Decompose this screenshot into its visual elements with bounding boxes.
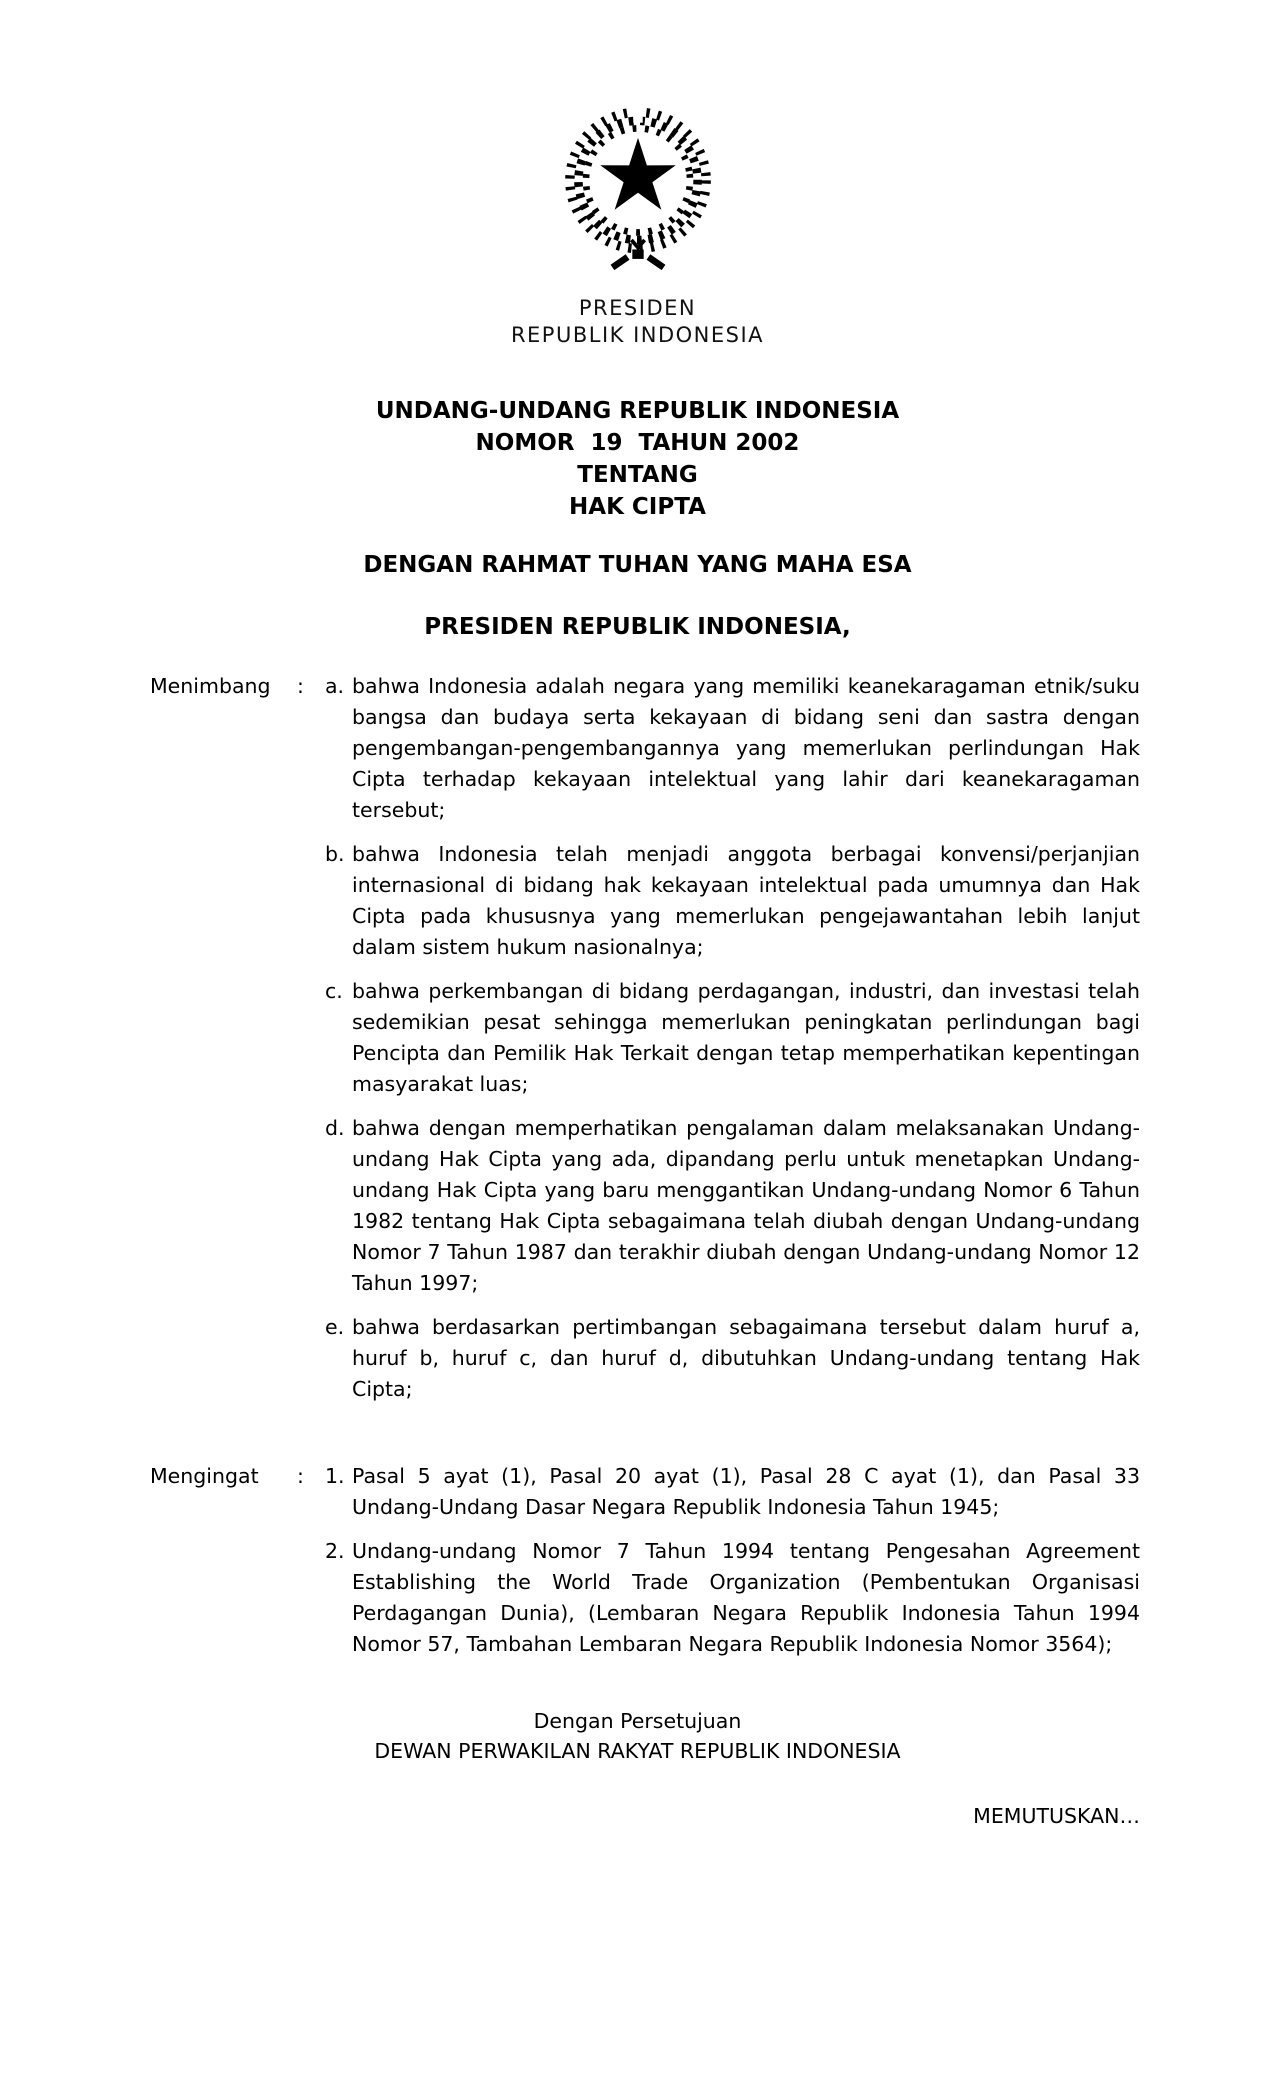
item-marker: b. [325,842,345,866]
approval-line2: DEWAN PERWAKILAN RAKYAT REPUBLIK INDONESIA [374,1739,901,1763]
item-marker: c. [325,979,343,1003]
considering-item-c [325,976,1140,1100]
considering-item-a [325,671,1140,826]
item-marker: d. [325,1116,345,1140]
approval-line1: Dengan Persetujuan [533,1709,742,1733]
recalling-items [325,1461,1140,1660]
law-title-subject: HAK CIPTA [569,494,706,520]
wreath-star-seal-icon [553,100,723,275]
item-text: bahwa Indonesia adalah negara yang memiliki keanekaragaman etnik/suku bangsa dan budaya serta kekayaan di bidang seni dan sastra dengan pengembangan-pengembangannya yang memerlukan perlindungan Hak Cipta terhadap kekayaan intelektual yang lahir dari keanekaragaman tersebut; [352,674,1140,822]
item-text: Undang-undang Nomor 7 Tahun 1994 tentang Pengesahan Agreement Establishing the World Trade Organization (Pembentukan Organisasi Perdagangan Dunia), (Lembaran Negara Republik Indonesia Tahun 1994 Nomor 57, Tambahan Lembaran Negara Republik Indonesia Nomor 3564); [352,1539,1140,1656]
considering-section [150,671,1140,1405]
letterhead-line2: REPUBLIK INDONESIA [510,323,765,347]
letterhead-line1: PRESIDEN [578,296,697,320]
item-text: bahwa berdasarkan pertimbangan sebagaimana tersebut dalam huruf a, huruf b, huruf c, dan huruf d, dibutuhkan Undang-undang tentang Hak Cipta; [352,1315,1140,1401]
considering-colon: : [297,674,304,698]
decision-catchword: MEMUTUSKAN… [973,1804,1140,1828]
item-text: Pasal 5 ayat (1), Pasal 20 ayat (1), Pasal 28 C ayat (1), dan Pasal 33 Undang-Undang Dasar Negara Republik Indonesia Tahun 1945; [352,1464,1140,1519]
item-marker: a. [325,674,345,698]
recalling-item-1 [325,1461,1140,1523]
presidential-seal [553,100,723,275]
law-title-line1: UNDANG-UNDANG REPUBLIK INDONESIA [375,398,900,424]
recalling-label: Mengingat [150,1464,259,1488]
considering-items [325,671,1140,1405]
approval-block [0,1706,1275,1766]
considering-item-e [325,1312,1140,1405]
letterhead [0,295,1275,349]
item-text: bahwa Indonesia telah menjadi anggota berbagai konvensi/perjanjian internasional di bidang hak kekayaan intelektual pada umumnya dan Hak Cipta pada khususnya yang memerlukan pengejawantahan lebih lanjut dalam sistem hukum nasionalnya; [352,842,1140,959]
law-title [0,395,1275,523]
considering-item-d [325,1113,1140,1299]
grace-formula: DENGAN RAHMAT TUHAN YANG MAHA ESA [363,552,912,578]
considering-label: Menimbang [150,674,271,698]
law-title-number: NOMOR 19 TAHUN 2002 [475,430,800,456]
recalling-colon: : [297,1464,304,1488]
recalling-item-2 [325,1536,1140,1660]
enacting-authority: PRESIDEN REPUBLIK INDONESIA, [424,614,851,640]
law-title-tentang: TENTANG [577,462,698,488]
item-marker: 2. [325,1539,345,1563]
item-marker: e. [325,1315,345,1339]
recalling-section [150,1461,1140,1660]
considering-item-b [325,839,1140,963]
item-marker: 1. [325,1464,345,1488]
item-text: bahwa perkembangan di bidang perdagangan, industri, dan investasi telah sedemikian pesat sehingga memerlukan peningkatan perlindungan bagi Pencipta dan Pemilik Hak Terkait dengan tetap memperhatikan kepentingan masyarakat luas; [352,979,1140,1096]
item-text: bahwa dengan memperhatikan pengalaman dalam melaksanakan Undang-undang Hak Cipta yang ada, dipandang perlu untuk menetapkan Undang-undang Hak Cipta yang baru menggantikan Undang-undang Nomor 6 Tahun 1982 tentang Hak Cipta sebagaimana telah diubah dengan Undang-undang Nomor 7 Tahun 1987 dan terakhir diubah dengan Undang-undang Nomor 12 Tahun 1997; [352,1116,1140,1295]
